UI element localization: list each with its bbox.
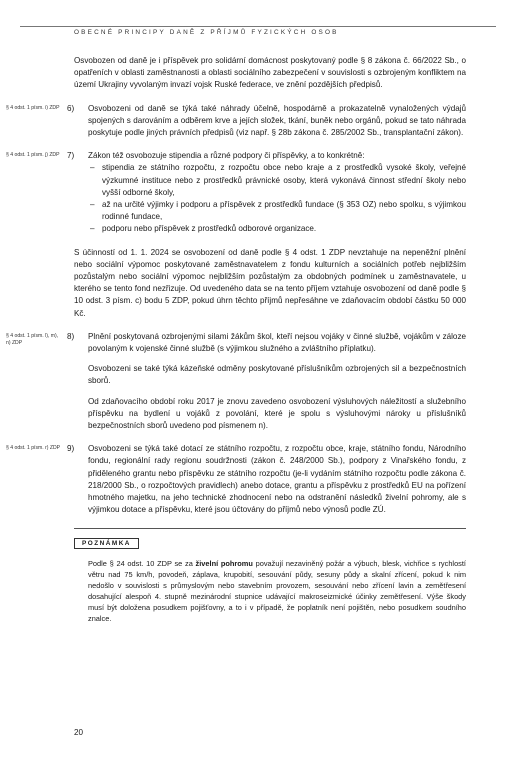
item-lead: Zákon též osvobozuje stipendia a různé podpory či příspěvky, a to konkrétně: (88, 151, 365, 161)
item-paragraph: Od zdaňovacího období roku 2017 je znovu zavedeno osvobození výsluhových náležitostí a služebního příspěvku na bydlení u vojáků z povolání, které je spolu s výsluhovými nároky u příslušníků bezpečnostních sborů uvedeno pod písmenem n). (88, 396, 466, 431)
item-number: 7) (67, 151, 75, 161)
list-item: – až na určité výjimky i podporu a příspěvek z prostředků fundace (§ 353 OZ) nebo spolku, s výjimkou rodinné fundace, (88, 199, 466, 223)
item-paragraph: Osvobozeni od daně se týká také náhrady účelně, hospodárně a prokazatelně vynaložených výdajů spojených s darováním a odběrem krve a jejích složek, tkání, buněk nebo orgánů, pokud se tato náhrada poskytuje podle jiných právních předpisů (viz např. § 28b zákona č. 285/2002 Sb., transplantační zákon). (88, 103, 466, 138)
list-item: – stipendia ze státního rozpočtu, z rozpočtu obce nebo kraje a z prostředků vysoké školy, veřejné výzkumné instituce nebo z prostředků právnické osoby, která vykonává činnost střední školy nebo vyšší odborné školy, (88, 162, 466, 199)
page-number: 20 (74, 728, 84, 737)
dash-list (88, 162, 466, 235)
note-top-rule (74, 528, 466, 529)
header-rule (20, 26, 496, 27)
note-text: Podle § 24 odst. 10 ZDP se za živelní pohromu považují nezaviněný požár a výbuch, blesk, vichřice s rychlostí větru nad 75 km/h, povodeň, záplava, krupobití, sesouvání půdy, sesuny půdy a skalní zřícení, pokud k nim nedošlo v souvislosti s průmyslovým nebo stavebním provozem, sesouvání nebo zřícení lavin a zemětřesení dosahující alespoň 4. stupně mezinárodní stupnice udávající makroseizmické účinky zemětřesení. Výše škody musí být doložena posudkem pojišťovny, a to i v případě, že poplatník není pojištěn, nebo posudkem soudního znalce. (88, 558, 466, 623)
item-paragraph: Osvobozeni se týká také dotací ze státního rozpočtu, z rozpočtu obce, kraje, státního fondu, Národního fondu, regionální rady regionu soudržnosti (zákon č. 248/2000 Sb.), podpory z Vinařského fondu, z přiděleného grantu nebo příspěvku ze státního rozpočtu (je-li vydáním státního rozpočtu podle zákona č. 218/2000 Sb., o rozpočtových pravidlech) anebo dotace, grantu a příspěvku z prostředků EU na pořízení hmotného majetku, na jeho technické zhodnocení nebo na odstranění následků živelní pohromy, ale s výjimkou dotace a příspěvku, které jsou účtovány do příjmů nebo výnosů podle ZÚ. (88, 444, 466, 515)
note-box (74, 528, 466, 624)
list-item: – podporu nebo příspěvek z prostředků odborové organizace. (88, 223, 466, 235)
margin-reference: § 4 odst. 1 písm. l), m), n) ZDP (6, 332, 59, 346)
item-paragraph: Osvobozeni se také týká kázeňské odměny poskytované příslušníkům ozbrojených sil a bezpečnostních sborů. (88, 364, 466, 386)
main-content (6, 55, 466, 624)
item-paragraph: Plnění poskytovaná ozbrojenými silami žákům škol, kteří nejsou vojáky v činné službě, vojákům v záloze povolaným k vojenské činné službě (s výjimkou služného a zvláštního příplatku). (88, 331, 466, 354)
running-head: OBECNÉ PRINCIPY DANĚ Z PŘÍJMŮ FYZICKÝCH OSOB (74, 29, 339, 36)
note-heading: POZNÁMKA (74, 538, 139, 549)
margin-reference: § 4 odst. 1 písm. r) ZDP (6, 445, 61, 452)
item-number: 6) (67, 103, 75, 113)
margin-reference: § 4 odst. 1 písm. j) ZDP (6, 152, 60, 159)
item-number: 9) (67, 444, 75, 454)
between-paragraph: S účinností od 1. 1. 2024 se osvobození od daně podle § 4 odst. 1 ZDP nevztahuje na nepeněžní plnění nebo sociální výpomoc poskytované zaměstnavatelem z fondu kulturních a sociálních potřeb nejbližším pozůstalým nebo sociální výpomoc nejbližším pozůstalým za obdobných podmínek u zaměstnavatele, u kterého se tento fond nezřizuje. Od uvedeného data se na tento příjem vztahuje osvobození od daně podle § 10 odst. 3 písm. c) bodu 5 ZDP, pokud úhrn těchto příjmů nepřesáhne ve zdaňovacím období částku 50 000 Kč. (74, 247, 466, 318)
item-7 (6, 150, 466, 235)
item-8 (6, 331, 466, 432)
item-6 (6, 103, 466, 140)
intro-paragraph: Osvobozen od daně je i příspěvek pro solidární domácnost poskytovaný podle § 8 zákona č. 66/2022 Sb., o opatřeních v oblasti zaměstnanosti a oblasti sociálního zabezpečení v souvislosti s ozbrojeným konfliktem na území Ukrajiny vyvolaným invazí vojsk Ruské federace, ve znění pozdějších předpisů. (74, 56, 466, 90)
item-number: 8) (67, 331, 75, 341)
margin-reference: § 4 odst. 1 písm. i) ZDP (6, 104, 60, 111)
item-9 (6, 443, 466, 516)
